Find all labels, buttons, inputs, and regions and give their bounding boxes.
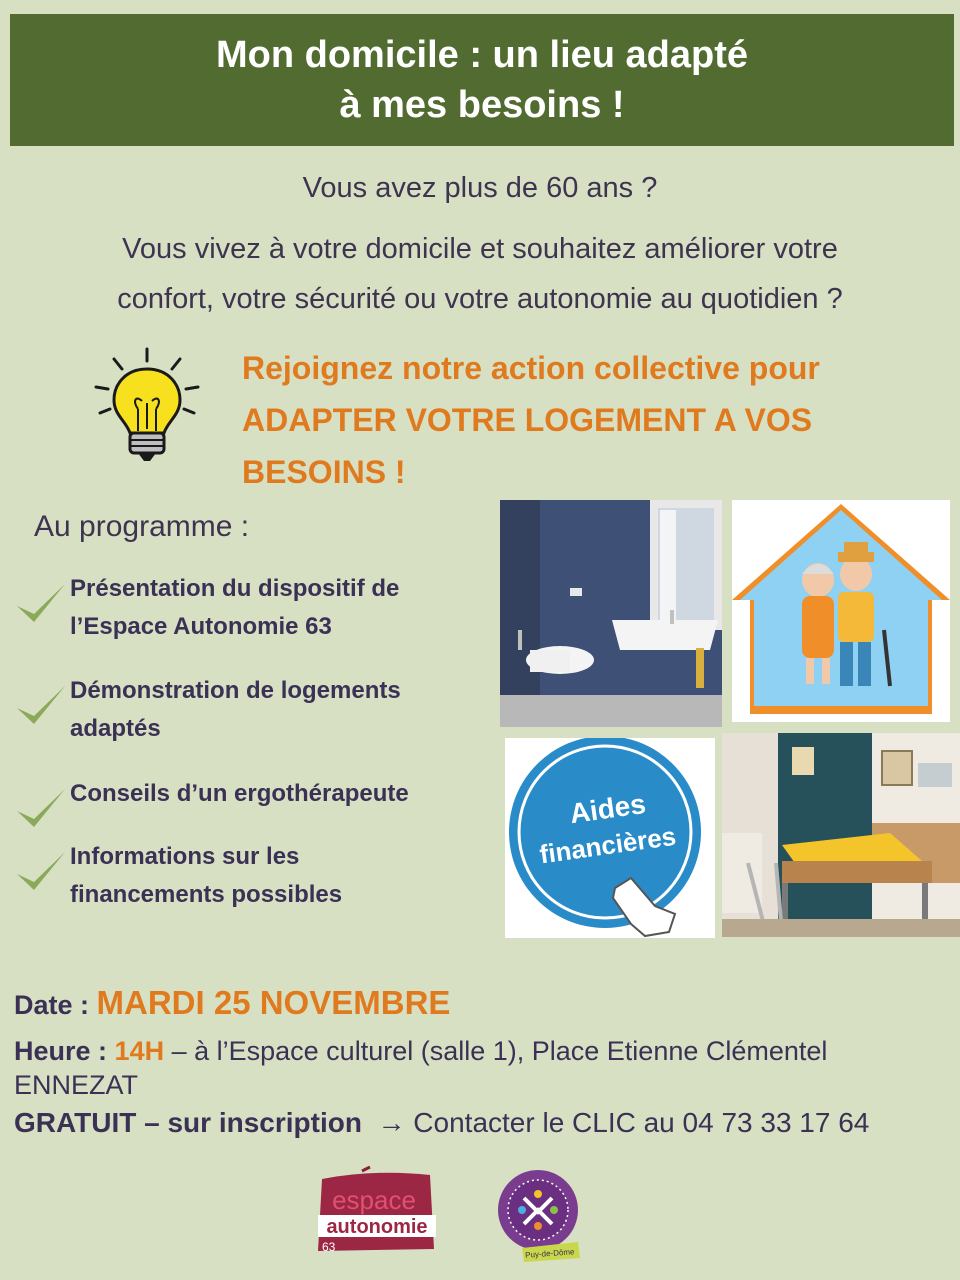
heure-value: 14H — [114, 1036, 165, 1066]
intro-age-question: Vous avez plus de 60 ans ? — [302, 172, 658, 204]
checkmark-icon — [14, 580, 68, 626]
title-banner — [10, 14, 954, 146]
list-item — [14, 775, 409, 813]
intro-comfort-line-1: Vous vivez à votre domicile et souhaitez améliorer votre — [122, 233, 838, 265]
date-value: MARDI 25 NOVEMBRE — [96, 984, 451, 1021]
item-line-2: financements possibles — [70, 881, 343, 908]
call-to-action — [242, 342, 942, 498]
logo-63-text: 63 — [322, 1240, 336, 1254]
bathroom-photo — [500, 500, 722, 727]
conference-financeurs-logo — [494, 1168, 586, 1264]
checkmark-icon — [14, 682, 68, 728]
list-item — [14, 570, 399, 646]
financial-aid-badge — [505, 738, 715, 938]
heure-city: ENNEZAT — [14, 1070, 139, 1100]
item-line-1: Présentation du dispositif de — [70, 575, 400, 602]
registration-info — [14, 1107, 954, 1139]
aides-text-line-1: Aides — [567, 787, 648, 830]
aides-text-line-2: financières — [537, 820, 678, 870]
date-label: Date : — [14, 990, 90, 1020]
event-time-place — [14, 1034, 954, 1102]
heure-label: Heure : — [14, 1036, 108, 1066]
logo-espace-text: espace — [332, 1185, 416, 1215]
lightbulb-icon — [92, 345, 202, 465]
item-line-1: Informations sur les — [70, 843, 300, 870]
item-line-2: l’Espace Autonomie 63 — [70, 613, 332, 640]
title-line-1: Mon domicile : un lieu adapté — [215, 34, 749, 76]
heure-place: – à l’Espace culturel (salle 1), Place Etienne Clémentel — [171, 1036, 828, 1066]
espace-autonomie-logo — [314, 1165, 440, 1257]
action-line-3: BESOINS ! — [242, 454, 406, 490]
right-arrow-icon: → — [377, 1107, 406, 1138]
checkmark-icon — [14, 848, 68, 894]
programme-title: Au programme : — [34, 510, 250, 543]
logo-autonomie-text: autonomie — [326, 1216, 428, 1238]
gratuit-label: GRATUIT – sur inscription — [14, 1107, 362, 1138]
checkmark-icon — [14, 785, 68, 831]
contact-phone: Contacter le CLIC au 04 73 33 17 64 — [413, 1107, 870, 1138]
adapted-bedroom-photo — [722, 733, 960, 937]
event-date — [14, 984, 954, 1022]
action-line-1: Rejoignez notre action collective pour — [242, 350, 820, 386]
item-line-2: adaptés — [70, 715, 161, 742]
intro-comfort-question — [0, 224, 960, 324]
title-line-2: à mes besoins ! — [339, 84, 625, 126]
list-item — [14, 838, 342, 914]
list-item — [14, 672, 401, 748]
item-line-1: Démonstration de logements — [70, 677, 401, 704]
elderly-couple-house-illustration — [732, 500, 950, 722]
intro-comfort-line-2: confort, votre sécurité ou votre autonomie au quotidien ? — [117, 283, 843, 315]
action-line-2: ADAPTER VOTRE LOGEMENT A VOS — [242, 402, 813, 438]
item-line-1: Conseils d’un ergothérapeute — [70, 780, 409, 807]
logo-puy-de-dome-text: Puy-de-Dôme — [524, 1247, 575, 1260]
